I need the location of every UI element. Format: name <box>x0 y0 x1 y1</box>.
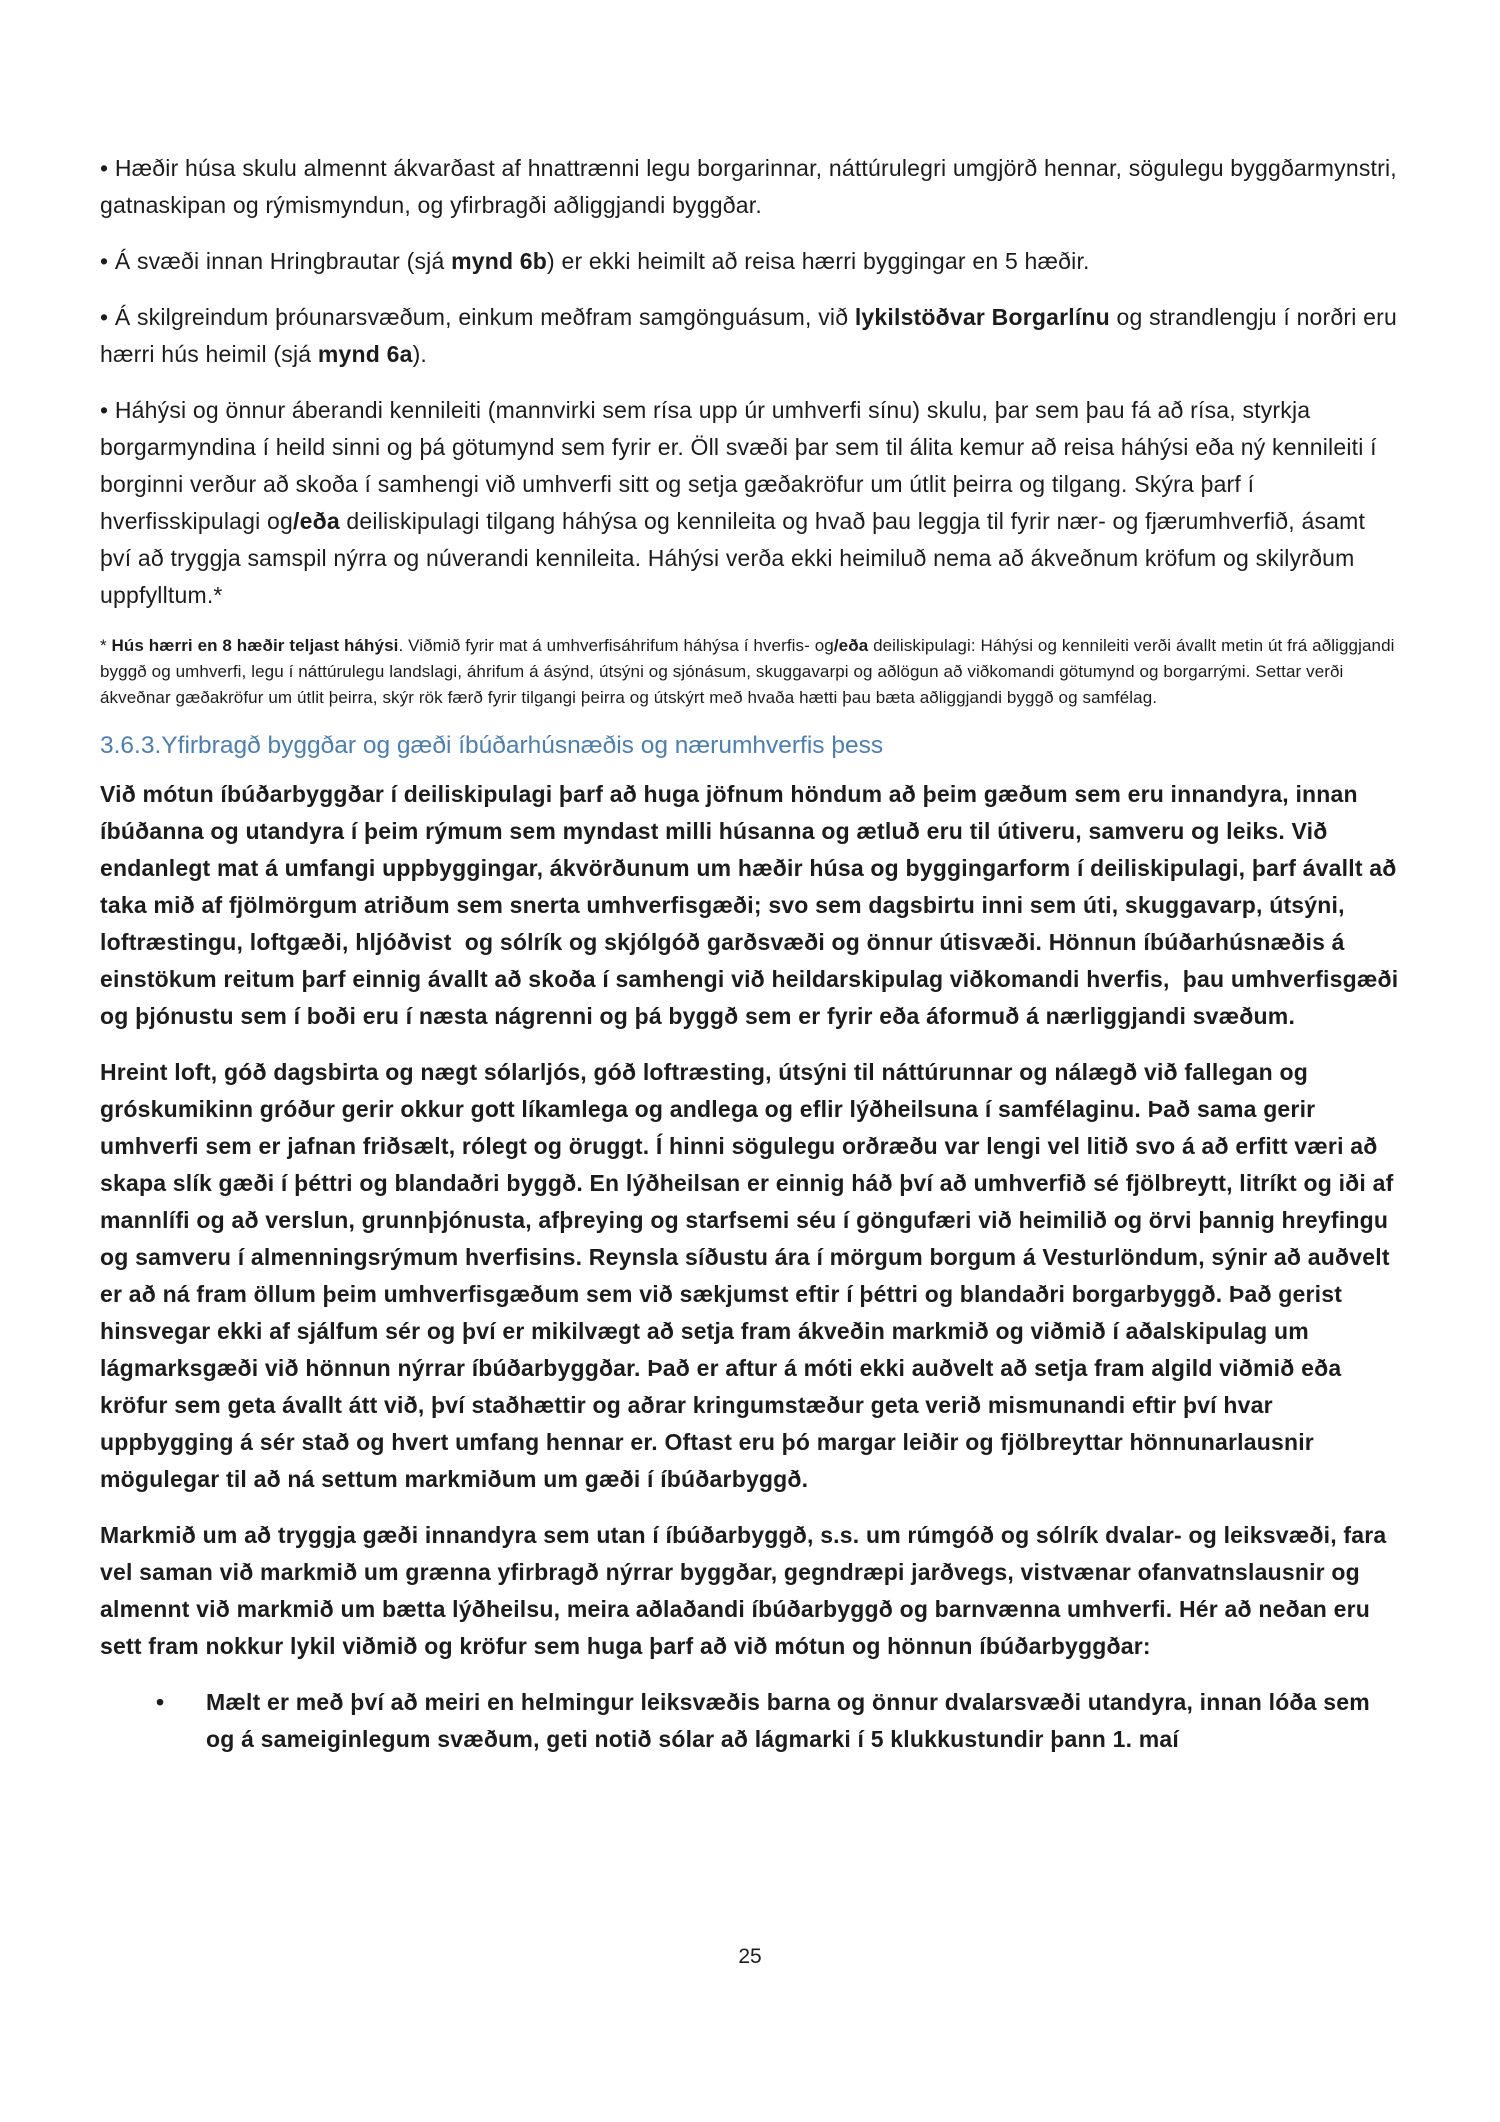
text-segment: ). <box>412 341 428 367</box>
bold-text-segment: /eða <box>833 636 869 655</box>
text-segment: Hæðir húsa skulu almennt ákvarðast af hnattrænni legu borgarinnar, náttúrulegri umgjörð hennar, sögulegu byggðarmynstri, gatnaskipan og rýmismyndun, og yfirbragði aðliggjandi byggðar. <box>100 155 1404 218</box>
text-segment: * <box>100 636 112 655</box>
intro-bullet-1-text <box>100 155 1404 218</box>
body-paragraph-1: Við mótun íbúðarbyggðar í deiliskipulagi þarf að huga jöfnum höndum að þeim gæðum sem eru innandyra, innan íbúðanna og utandyra í þeim rýmum sem myndast milli húsanna og ætluð eru til útiveru, samveru og leiks. Við endanlegt mat á umfangi uppbyggingar, ákvörðunum um hæðir húsa og byggingarform í deiliskipulagi, þarf ávallt að taka mið af fjölmörgum atriðum sem snerta umhverfisgæði; svo sem dagsbirtu inni sem úti, skuggavarp, útsýni, loftræstingu, loftgæði, hljóðvist og sólrík og skjólgóð garðsvæði og önnur útisvæði. Hönnun íbúðarhúsnæðis á einstökum reitum þarf einnig ávallt að skoða í samhengi við heildarskipulag viðkomandi hverfis, þau umhverfisgæði og þjónustu sem í boði eru í næsta nágrenni og þá byggð sem er fyrir eða áformuð á nærliggjandi svæðum. <box>100 781 1405 1029</box>
text-segment: deiliskipulagi tilgang háhýsa og kennileita og hvað þau leggja til fyrir nær- og fjærumhverfið, ásamt því að tryggja samspil nýrra og núverandi kennileita. Háhýsi verða ekki heimiluð nema að ákveðnum kröfum og skilyrðum uppfylltum.* <box>100 508 1372 608</box>
body-paragraph-2: Hreint loft, góð dagsbirta og nægt sólarljós, góð loftræsting, útsýni til náttúrunnar og nálægð við fallegan og gróskumikinn gróður gerir okkur gott líkamlega og andlega og eflir lýðheilsuna í samfélaginu. Það sama gerir umhverfi sem er jafnan friðsælt, rólegt og öruggt. Í hinni sögulegu orðræðu var lengi vel litið svo á að erfitt væri að skapa slík gæði í þéttri og blandaðri byggð. En lýðheilsan er einnig háð því að umhverfið sé fjölbreytt, litríkt og iði af mannlífi og að verslun, grunnþjónusta, afþreying og starfsemi séu í göngufæri við heimilið og örvi þannig hreyfingu og samveru í almenningsrýmum hverfisins. Reynsla síðustu ára í mörgum borgum á Vesturlöndum, sýnir að auðvelt er að ná fram öllum þeim umhverfisgæðum sem við sækjumst eftir í þéttri og blandaðri borgarbyggð. Það gerist hinsvegar ekki af sjálfum sér og því er mikilvægt að setja fram ákveðin markmið og viðmið í aðalskipulag um lágmarksgæði við hönnun nýrrar íbúðarbyggðar. Það er aftur á móti ekki auðvelt að setja fram algild viðmið eða kröfur sem geta ávallt átt við, því staðhættir og aðrar kringumstæður geta verið mismunandi eftir því hvar uppbygging á sér stað og hvert umfang hennar er. Oftast eru þó margar leiðir og fjölbreyttar hönnunarlausnir mögulegar til að ná settum markmiðum um gæði í íbúðarbyggð. <box>100 1059 1401 1492</box>
page-number: 25 <box>738 1945 762 1968</box>
bullet-marker: • <box>100 248 115 274</box>
criteria-list-item <box>100 1684 1402 1758</box>
bullet-marker: • <box>156 1689 165 1715</box>
bold-text-segment: mynd 6a <box>317 341 413 367</box>
bold-text-segment: mynd 6b <box>451 248 548 274</box>
text-segment: Á skilgreindum þróunarsvæðum, einkum meðfram samgönguásum, við <box>114 304 855 330</box>
criteria-list-item-text: Mælt er með því að meiri en helmingur leiksvæðis barna og önnur dvalarsvæði utandyra, innan lóða sem og á sameiginlegum svæðum, geti notið sólar að lágmarki í 5 klukkustundir þann 1. maí <box>206 1689 1377 1752</box>
text-segment: Háhýsi og önnur áberandi kennileiti (mannvirki sem rísa upp úr umhverfi sínu) skulu, þar sem þau fá að rísa, styrkja borgarmyndina í heild sinni og þá götumynd sem fyrir er. Öll svæði þar sem til álita kemur að reisa háhýsi eða ný kennileiti í borginni verður að skoða í samhengi við umhverfi sitt og setja gæðakröfur um útlit þeirra og tilgang. Skýra þarf í hverfisskipulagi og <box>100 397 1384 534</box>
intro-bullet-3-text <box>100 304 1404 367</box>
bold-text-segment: Hús hærri en 8 hæðir teljast háhýsi <box>111 636 399 655</box>
intro-bullet-4 <box>100 392 1402 614</box>
bullet-marker: • <box>100 155 115 181</box>
bold-text-segment: /eða <box>293 508 340 534</box>
section-heading: 3.6.3.Yfirbragð byggðar og gæði íbúðarhúsnæðis og nærumhverfis þess <box>100 732 884 759</box>
bold-text-segment: lykilstöðvar Borgarlínu <box>854 304 1110 330</box>
intro-bullet-1 <box>100 150 1402 224</box>
footnote <box>100 633 1402 711</box>
bullet-marker: • <box>100 397 115 423</box>
text-segment: . Viðmið fyrir mat á umhverfisáhrifum háhýsa í hverfis- og <box>398 636 834 655</box>
bullet-marker: • <box>100 304 115 330</box>
text-segment: Á svæði innan Hringbrautar (sjá <box>114 248 452 274</box>
document-content <box>100 150 1405 1758</box>
intro-bullet-4-text <box>100 397 1383 608</box>
text-segment: ) er ekki heimilt að reisa hærri byggingar en 5 hæðir. <box>547 248 1090 274</box>
intro-bullet-2 <box>100 243 1402 280</box>
intro-bullet-3 <box>100 299 1402 373</box>
footnote-text <box>100 636 1399 707</box>
text-segment: og strandlengju í norðri eru hærri hús heimil (sjá <box>100 304 1404 367</box>
intro-bullet-2-text <box>115 248 1090 274</box>
body-paragraph-3: Markmið um að tryggja gæði innandyra sem utan í íbúðarbyggð, s.s. um rúmgóð og sólrík dvalar- og leiksvæði, fara vel saman við markmið um grænna yfirbragð nýrrar byggðar, gegndræpi jarðvegs, vistvænar ofanvatnslausnir og almennt við markmið um bætta lýðheilsu, meira aðlaðandi íbúðarbyggð og barnvænna umhverfi. Hér að neðan eru sett fram nokkur lykil viðmið og kröfur sem huga þarf að við mótun og hönnun íbúðarbyggðar: <box>100 1522 1393 1659</box>
text-segment: deiliskipulagi: Háhýsi og kennileiti verði ávallt metin út frá aðliggjandi byggð og umhverfi, legu í náttúrulegu landslagi, áhrifum á ásýnd, útsýni og sjónásum, skuggavarpi og aðlögun að viðkomandi götumynd og borgarrými. Settar verði ákveðnar gæðakröfur um útlit þeirra, skýr rök færð fyrir tilgangi þeirra og útskýrt með hvaða hætti þau bæta aðliggjandi byggð og samfélag. <box>100 636 1400 707</box>
